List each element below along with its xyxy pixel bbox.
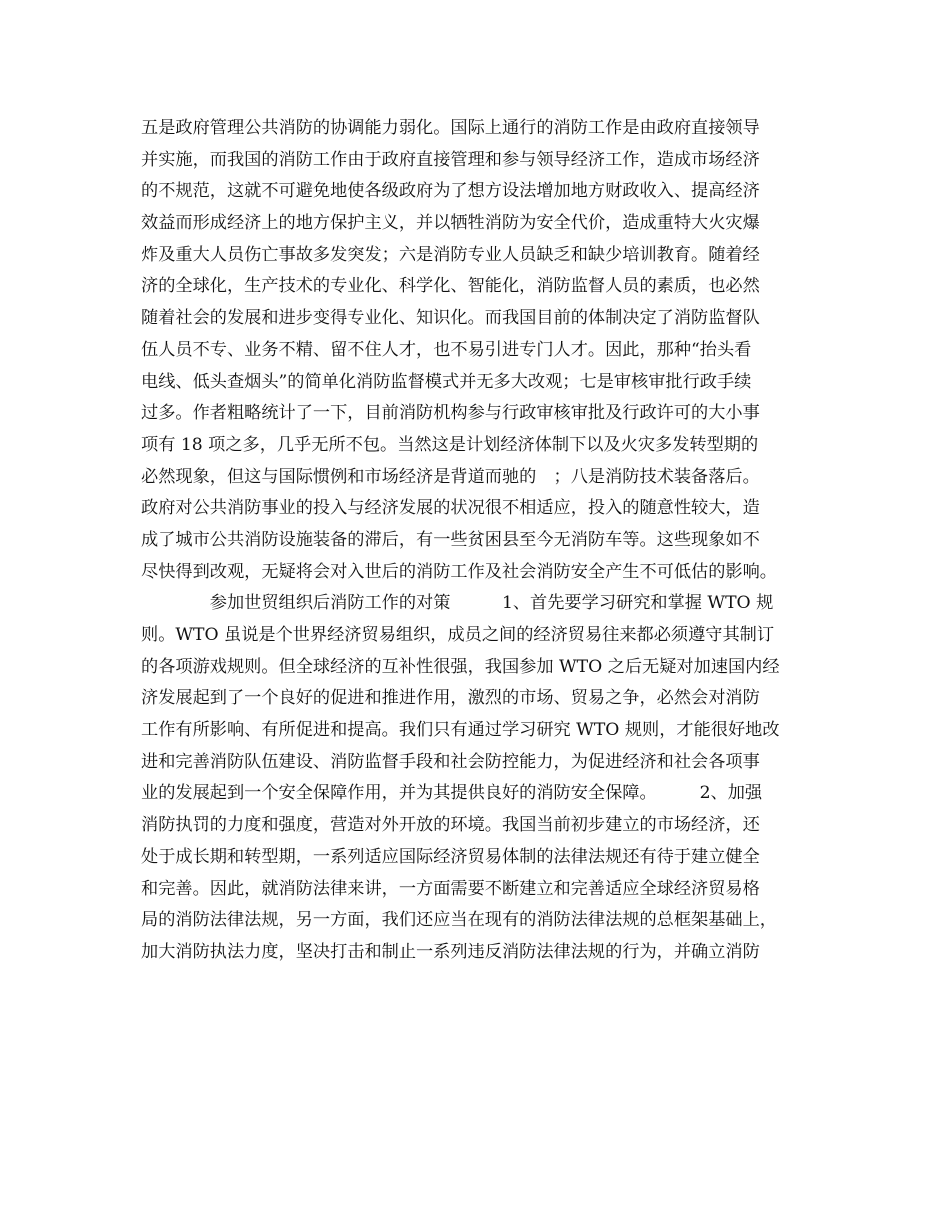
text-line: 伍人员不专、业务不精、留不住人才，也不易引进专门人才。因此，那种“抬头看 <box>141 339 752 360</box>
body-text <box>141 113 831 969</box>
text-line: 处于成长期和转型期，一系列适应国际经济贸易体制的法律法规还有待于建立健全 <box>141 846 760 867</box>
text-line: 工作有所影响、有所促进和提高。我们只有通过学习研究 WTO 规则，才能很好地改 <box>141 720 780 741</box>
text-line: 电线、低头查烟头”的简单化消防监督模式并无多大改观；七是审核审批行政手续 <box>141 371 752 392</box>
text-line: 局的消防法律法规，另一方面，我们还应当在现有的消防法律法规的总框架基础上， <box>141 910 777 931</box>
text-line: 政府对公共消防事业的投入与经济发展的状况很不相适应，投入的随意性较大，造 <box>141 498 760 519</box>
text-line: 则。WTO 虽说是个世界经济贸易组织，成员之间的经济贸易往来都必须遵守其制订 <box>141 625 775 645</box>
text-line: 必然现象，但这与国际惯例和市场经济是背道而驰的 ；八是消防技术装备落后。 <box>141 466 760 487</box>
text-line: 的不规范，这就不可避免地使各级政府为了想方设法增加地方财政收入、提高经济 <box>141 181 760 202</box>
text-line: 效益而形成经济上的地方保护主义，并以牺牲消防为安全代价，造成重特大火灾爆 <box>141 213 760 234</box>
text-line: 进和完善消防队伍建设、消防监督手段和社会防控能力，为促进经济和社会各项事 <box>141 751 760 772</box>
text-line: 尽快得到改观，无疑将会对入世后的消防工作及社会消防安全产生不可低估的影响。 <box>141 561 777 582</box>
text-line: 济发展起到了一个良好的促进和推进作用，激烈的市场、贸易之争，必然会对消防 <box>141 688 760 709</box>
text-line: 业的发展起到一个安全保障作用，并为其提供良好的消防安全保障。 2、加强 <box>141 783 763 804</box>
section-heading-line: 参加世贸组织后消防工作的对策 1、首先要学习研究和掌握 WTO 规 <box>141 593 774 614</box>
text-line: 加大消防执法力度，坚决打击和制止一系列违反消防法律法规的行为，并确立消防 <box>141 941 760 962</box>
text-line: 过多。作者粗略统计了一下，目前消防机构参与行政审核审批及行政许可的大小事 <box>141 403 760 424</box>
text-line: 济的全球化，生产技术的专业化、科学化、智能化，消防监督人员的素质，也必然 <box>141 276 760 297</box>
text-line: 和完善。因此，就消防法律来讲，一方面需要不断建立和完善适应全球经济贸易格 <box>141 878 760 899</box>
text-line: 炸及重大人员伤亡事故多发突发；六是消防专业人员缺乏和缺少培训教育。随着经 <box>141 244 760 265</box>
text-line: 消防执罚的力度和强度，营造对外开放的环境。我国当前初步建立的市场经济，还 <box>141 815 760 836</box>
text-line: 并实施，而我国的消防工作由于政府直接管理和参与领导经济工作，造成市场经济 <box>141 149 760 170</box>
text-line: 随着社会的发展和进步变得专业化、知识化。而我国目前的体制决定了消防监督队 <box>141 308 760 329</box>
text-line: 的各项游戏规则。但全球经济的互补性很强，我国参加 WTO 之后无疑对加速国内经 <box>141 656 780 677</box>
text-line: 项有 18 项之多，几乎无所不包。当然这是计划经济体制下以及火灾多发转型期的 <box>141 434 759 455</box>
text-line: 成了城市公共消防设施装备的滞后，有一些贫困县至今无消防车等。这些现象如不 <box>141 529 760 550</box>
text-line: 五是政府管理公共消防的协调能力弱化。国际上通行的消防工作是由政府直接领导 <box>141 118 760 138</box>
